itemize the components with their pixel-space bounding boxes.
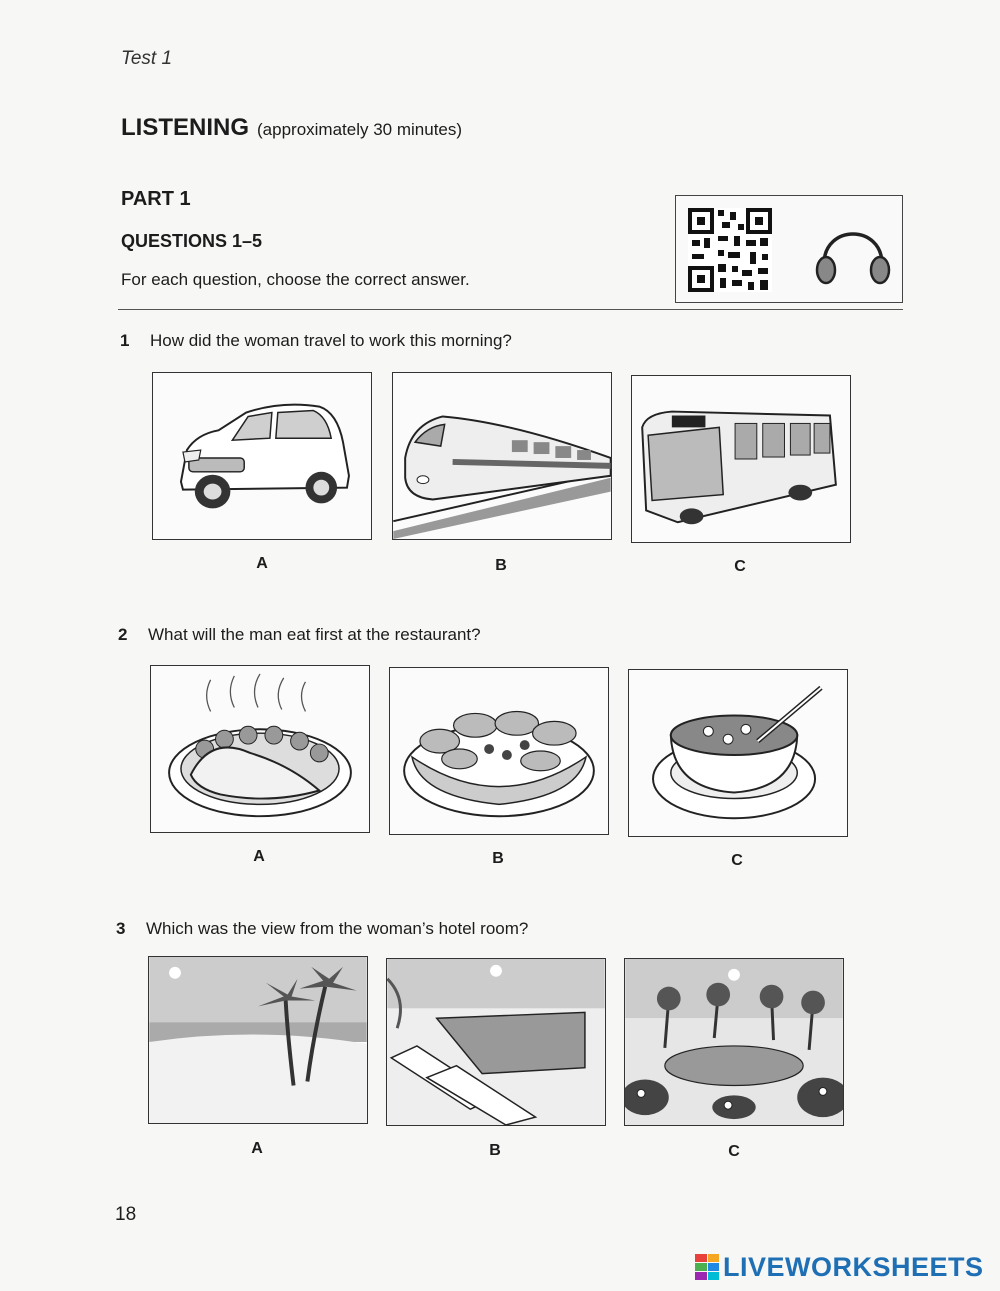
part-title: PART 1	[121, 188, 191, 210]
section-divider	[118, 309, 903, 310]
train-picture	[393, 373, 611, 539]
question-number: 2	[118, 625, 128, 644]
option-letter: A	[251, 1140, 263, 1157]
question-number: 3	[116, 919, 126, 938]
salad-picture	[390, 668, 608, 834]
option-1b-train-image[interactable]	[392, 372, 612, 540]
section-subtitle: (approximately 30 minutes)	[257, 120, 463, 139]
beach-picture	[149, 957, 367, 1123]
question-number: 1	[120, 331, 130, 350]
option-letter: C	[734, 558, 746, 575]
question-text: What will the man eat first at the restaurant?	[148, 625, 481, 644]
option-3c-garden-image[interactable]	[624, 958, 844, 1126]
question-1	[120, 331, 512, 351]
section-title: LISTENING	[121, 114, 250, 141]
questions-title: QUESTIONS 1–5	[121, 231, 263, 251]
option-letter: C	[728, 1143, 740, 1160]
option-3a-beach-image[interactable]	[148, 956, 368, 1124]
option-letter: B	[489, 1142, 501, 1159]
option-letter: A	[256, 555, 268, 572]
option-2b-salad-image[interactable]	[389, 667, 609, 835]
brand-logo[interactable]	[695, 1250, 984, 1284]
option-letter: B	[492, 850, 504, 867]
page-number: 18	[115, 1204, 137, 1225]
headphones-icon	[817, 234, 889, 283]
option-1c-bus-image[interactable]	[631, 375, 851, 543]
pool-picture	[387, 959, 605, 1125]
audio-box	[675, 195, 903, 303]
chicken-plate-picture	[151, 666, 369, 832]
section-heading	[121, 114, 462, 142]
audio-graphics	[676, 196, 902, 302]
test-label: Test 1	[121, 48, 173, 69]
bus-picture	[632, 376, 850, 542]
option-2c-soup-image[interactable]	[628, 669, 848, 837]
option-1a-car-image[interactable]	[152, 372, 372, 540]
brand-icon	[695, 1254, 719, 1280]
soup-picture	[629, 670, 847, 836]
question-text: How did the woman travel to work this morning?	[150, 331, 512, 350]
qr-code-icon[interactable]	[688, 208, 772, 292]
car-picture	[153, 373, 371, 539]
question-3	[116, 919, 528, 939]
option-2a-chicken-image[interactable]	[150, 665, 370, 833]
brand-name: LIVEWORKSHEETS	[723, 1251, 984, 1282]
question-2	[118, 625, 481, 645]
option-letter: C	[731, 852, 743, 869]
option-3b-pool-image[interactable]	[386, 958, 606, 1126]
option-letter: B	[495, 557, 507, 574]
garden-picture	[625, 959, 843, 1125]
option-letter: A	[253, 848, 265, 865]
question-text: Which was the view from the woman’s hotel room?	[146, 919, 529, 938]
instructions: For each question, choose the correct answer.	[121, 270, 470, 289]
